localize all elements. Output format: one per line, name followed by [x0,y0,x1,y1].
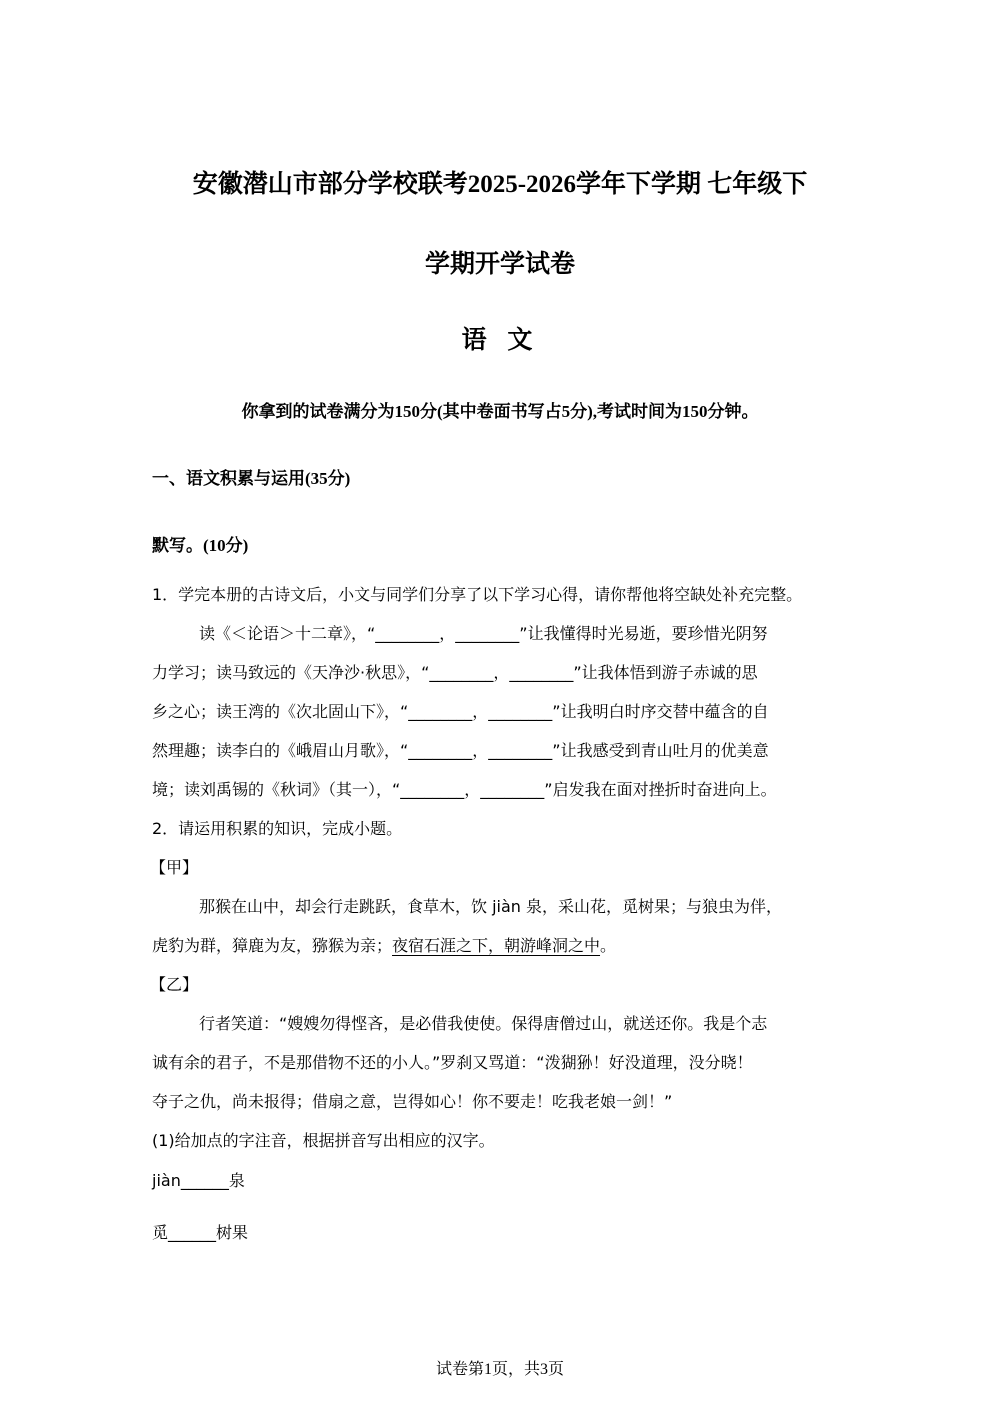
pinyin-blank-item: jiàn______泉 [152,1171,245,1190]
passage-jia-line [152,935,616,957]
question-1-line: 乡之心；读王湾的《次北固山下》，“________，________”让我明白时序交替中蕴含的自 [152,702,769,721]
question-1-line: 读《＜论语＞十二章》，“________，________”让我懂得时光易逝，要珍惜光阴努 [199,624,768,643]
subject-title: 语 文 [461,325,539,354]
question-1-stem: 1．学完本册的古诗文后，小文与同学们分享了以下学习心得，请你帮他将空缺处补充完整。 [152,585,803,604]
passage-yi-label: 【乙】 [150,975,199,994]
sub-question-1-stem: (1)给加点的字注音，根据拼音写出相应的汉字。 [152,1131,495,1150]
subsection-heading: 默写。(10分) [152,536,249,555]
passage-yi-line: 行者笑道：“嫂嫂勿得悭吝，是必借我使使。保得唐僧过山，就送还你。我是个志 [199,1014,768,1033]
question-1-line: 境；读刘禹锡的《秋词》（其一），“________，________”启发我在面对挫折时奋进向上。 [152,780,777,799]
underlined-sentence: 夜宿石涯之下，朝游峰洞之中 [392,936,601,955]
question-1-line: 力学习；读马致远的《天净沙·秋思》，“________，________”让我体悟到游子赤诚的思 [152,663,758,682]
exam-title-line1: 安徽潜山市部分学校联考2025-2026学年下学期 七年级下 [192,171,808,198]
page-footer: 试卷第1页，共3页 [435,1361,564,1378]
exam-title-line2: 学期开学试卷 [424,251,575,278]
section-heading: 一、语文积累与运用(35分) [152,469,351,488]
question-1-line: 然理趣；读李白的《峨眉山月歌》，“________，________”让我感受到青山吐月的优美意 [152,741,769,760]
exam-notice: 你拿到的试卷满分为150分(其中卷面书写占5分),考试时间为150分钟。 [241,402,759,421]
passage-jia-end: 。 [600,936,617,955]
passage-jia-line: 那猴在山中，却会行走跳跃，食草木，饮 jiàn 泉，采山花，觅树果；与狼虫为伴， [199,897,783,916]
passage-jia-text: 虎豹为群，獐鹿为友，猕猴为亲； [152,936,393,955]
passage-yi-line: 夺子之仇，尚未报得；借扇之意，岂得如心！你不要走！吃我老娘一剑！” [152,1092,673,1111]
hanzi-blank-item: 觅______树果 [152,1223,249,1242]
passage-yi-line: 诚有余的君子，不是那借物不还的小人。”罗刹又骂道：“泼猢狲！好没道理，没分晓！ [152,1053,753,1072]
question-2-stem: 2．请运用积累的知识，完成小题。 [152,819,403,838]
passage-jia-label: 【甲】 [150,858,199,877]
